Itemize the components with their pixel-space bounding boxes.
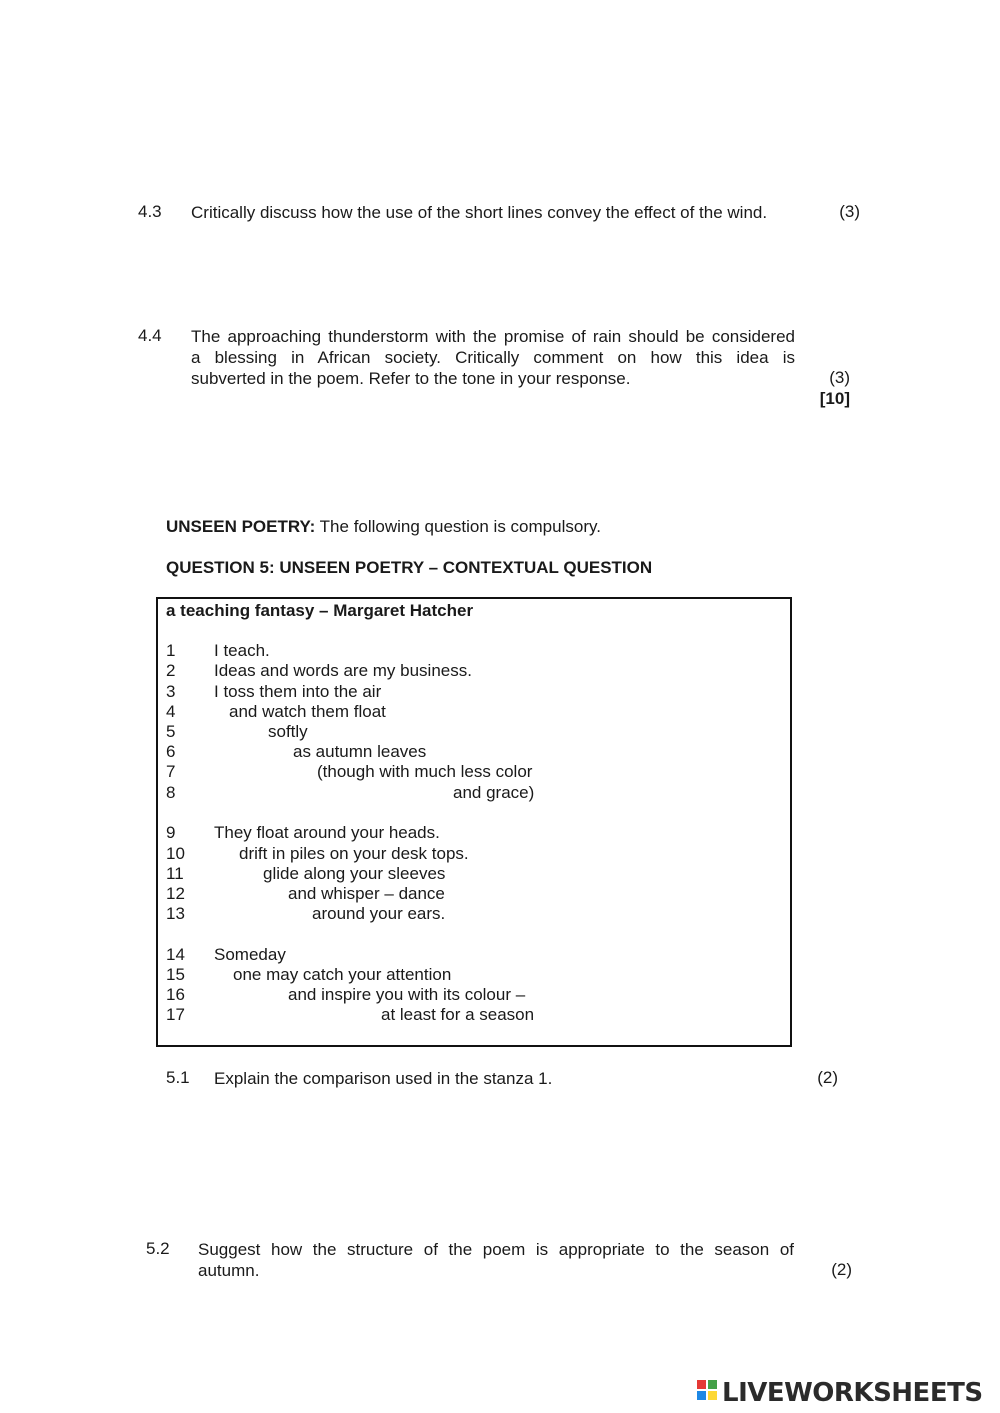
poem-line-number: 10 <box>166 844 185 863</box>
liveworksheets-logo-text: LIVEWORKSHEETS <box>722 1378 983 1408</box>
poem-line <box>166 844 766 864</box>
poem-line-number: 9 <box>166 823 176 842</box>
question-5-1-text: Explain the comparison used in the stanza 1. <box>214 1069 553 1088</box>
poem-line-text: Ideas and words are my business. <box>214 661 472 680</box>
poem-line-text: one may catch your attention <box>233 965 452 984</box>
question-5-1-number: 5.1 <box>166 1068 190 1087</box>
poem-line <box>166 884 766 904</box>
poem-title: a teaching fantasy – Margaret Hatcher <box>166 601 474 620</box>
poem-line-number: 16 <box>166 985 185 1004</box>
poem-line-number: 1 <box>166 641 176 660</box>
poem-line <box>166 985 766 1005</box>
question-4-total: [10] <box>819 389 850 408</box>
question-5-1-marks: (2) <box>817 1068 838 1087</box>
poem-line-text: at least for a season <box>381 1005 535 1024</box>
poem-line-number: 13 <box>166 904 185 923</box>
poem-line <box>166 682 766 702</box>
poem-line <box>166 945 766 965</box>
poem-line-text: Someday <box>214 945 286 964</box>
poem-line-number: 17 <box>166 1005 185 1024</box>
poem-line-text: and grace) <box>453 783 535 802</box>
question-4-4-marks: (3) <box>829 368 850 387</box>
section-heading-label: UNSEEN POETRY: <box>166 517 316 536</box>
poem-line-text: and watch them float <box>229 702 386 721</box>
poem-line-text: and whisper – dance <box>288 884 445 903</box>
section-heading-note: The following question is compulsory. <box>319 517 601 536</box>
poem-line-text: as autumn leaves <box>293 742 427 761</box>
poem-line <box>166 702 766 722</box>
poem-line-number: 8 <box>166 783 176 802</box>
poem-line-text: glide along your sleeves <box>263 864 446 883</box>
poem-line <box>166 823 766 843</box>
poem-line <box>166 1005 766 1025</box>
poem-line <box>166 965 766 985</box>
poem-line-number: 7 <box>166 762 176 781</box>
poem-line-number: 15 <box>166 965 185 984</box>
poem-line <box>166 904 766 924</box>
poem-line <box>166 762 766 782</box>
question-4-3-number: 4.3 <box>138 202 162 221</box>
poem-line-number: 2 <box>166 661 176 680</box>
liveworksheets-logo <box>697 1378 983 1408</box>
poem-line <box>166 742 766 762</box>
poem-line <box>166 641 766 661</box>
poem-line-number: 14 <box>166 945 185 964</box>
poem-line-number: 4 <box>166 702 176 721</box>
poem-line-number: 11 <box>166 864 184 883</box>
poem-line-text: softly <box>268 722 308 741</box>
poem-line-number: 3 <box>166 682 176 701</box>
poem-line-text: and inspire you with its colour – <box>288 985 526 1004</box>
poem-line-number: 6 <box>166 742 176 761</box>
question-4-4-number: 4.4 <box>138 326 162 345</box>
poem-line-text: They float around your heads. <box>214 823 440 842</box>
poem-line <box>166 864 766 884</box>
question-5-2-line-2: autumn. <box>198 1261 260 1280</box>
poem-line-text: around your ears. <box>312 904 446 923</box>
poem-line-text: (though with much less color <box>317 762 533 781</box>
poem-line-text: I toss them into the air <box>214 682 382 701</box>
question-4-4-line-2: a blessing in African society. Critically comment on how this idea is <box>191 348 795 367</box>
poem-line-number: 5 <box>166 722 176 741</box>
question-5-2-number: 5.2 <box>146 1239 170 1258</box>
poem-line-text: I teach. <box>214 641 270 660</box>
section-heading <box>166 517 601 537</box>
poem-line <box>166 783 766 803</box>
question-4-3-marks: (3) <box>839 202 860 221</box>
question-4-4-line-1: The approaching thunderstorm with the promise of rain should be considered <box>191 327 795 346</box>
poem-line <box>166 722 766 742</box>
question-5-2-marks: (2) <box>831 1260 852 1279</box>
poem-box <box>156 597 792 1047</box>
liveworksheets-logo-icon <box>697 1380 719 1406</box>
poem-line <box>166 661 766 681</box>
poem-line-number: 12 <box>166 884 185 903</box>
question-5-title: QUESTION 5: UNSEEN POETRY – CONTEXTUAL QUESTION <box>166 558 653 577</box>
question-4-3-text: Critically discuss how the use of the short lines convey the effect of the wind. <box>191 203 768 222</box>
question-4-4-line-3: subverted in the poem. Refer to the tone in your response. <box>191 369 631 388</box>
poem-line-text: drift in piles on your desk tops. <box>239 844 469 863</box>
question-5-2-line-1: Suggest how the structure of the poem is appropriate to the season of <box>198 1240 794 1259</box>
